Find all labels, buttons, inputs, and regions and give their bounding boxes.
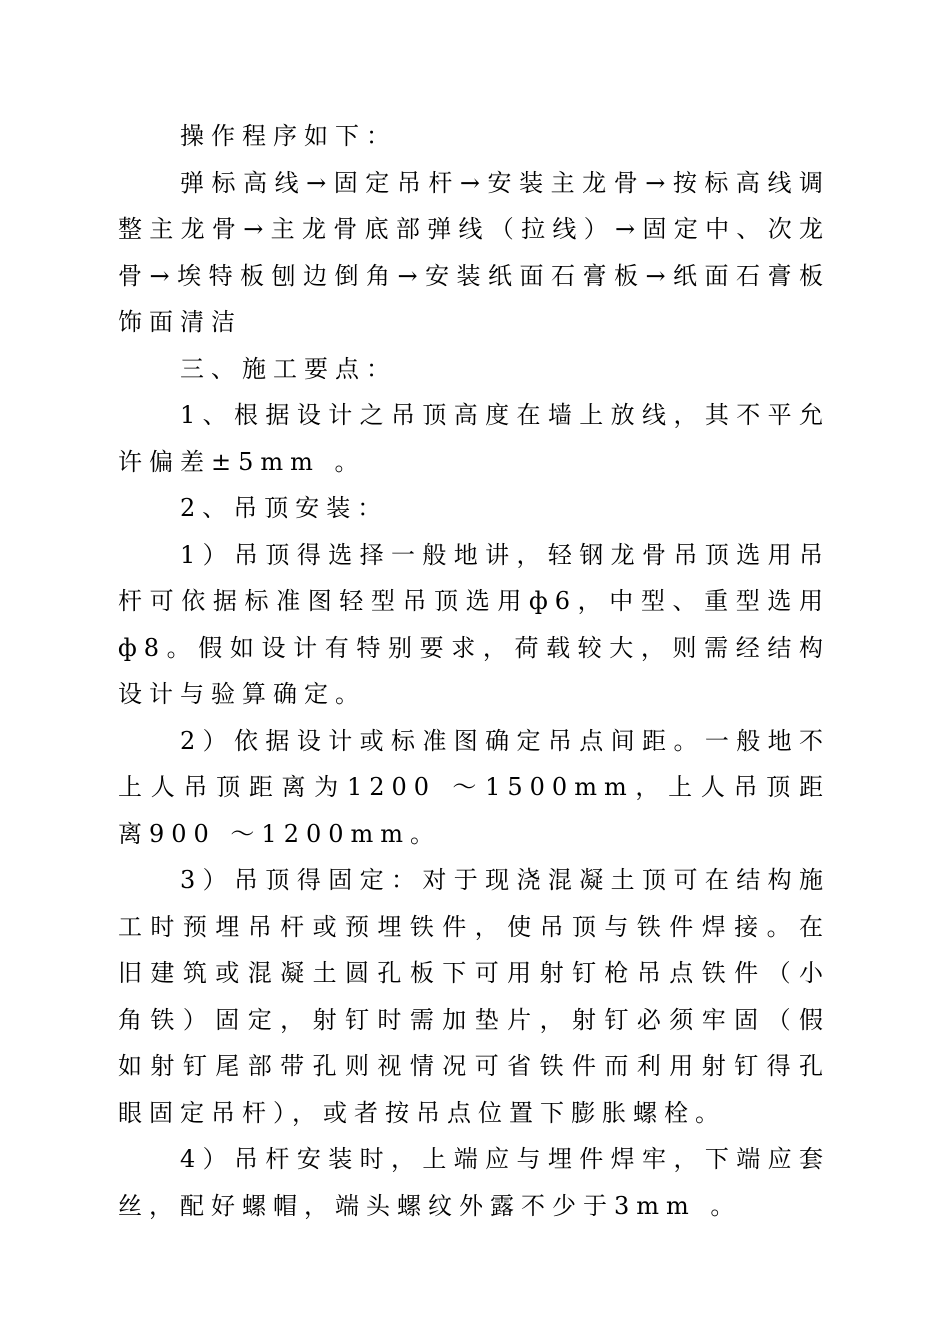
point-1-line-marking: 1、根据设计之吊顶高度在墙上放线，其不平允许偏差±5mm 。 [118,401,830,476]
procedure-steps: 弹标高线→固定吊杆→安装主龙骨→按标高线调整主龙骨→主龙骨底部弹线（拉线）→固定中、次龙骨→埃特板刨边倒角→安装纸面石膏板→纸面石膏板饰面清洁 [118,168,830,336]
section-heading-key-points: 三、施工要点： [180,354,397,383]
document-body [118,113,830,1229]
procedure-heading: 操作程序如下： [180,122,397,150]
subpoint-3-hanger-fixing: 3）吊顶得固定：对于现浇混凝土顶可在结构施工时预埋吊杆或预埋铁件，使吊顶与铁件焊接。在旧建筑或混凝土圆孔板下可用射钉枪吊点铁件（小角铁）固定，射钉时需加垫片，射钉必须牢固（假如射钉尾部带孔则视情况可省铁件而利用射钉得孔眼固定吊杆），或者按吊点位置下膨胀螺栓。 [118,866,830,1127]
subpoint-2-hanger-spacing: 2）依据设计或标准图确定吊点间距。一般地不上人吊顶距离为1200 ～1500mm，上人吊顶距离900 ～1200mm。 [118,726,830,848]
subpoint-4-rod-installation: 4）吊杆安装时，上端应与埋件焊牢，下端应套丝，配好螺帽，端头螺纹外露不少于3mm 。 [118,1145,830,1220]
point-2-ceiling-installation: 2、吊顶安装： [180,494,389,522]
subpoint-1-hanger-selection: 1）吊顶得选择一般地讲，轻钢龙骨吊顶选用吊杆可依据标准图轻型吊顶选用ф6，中型、重型选用ф8。假如设计有特别要求，荷载较大，则需经结构设计与验算确定。 [118,540,830,708]
